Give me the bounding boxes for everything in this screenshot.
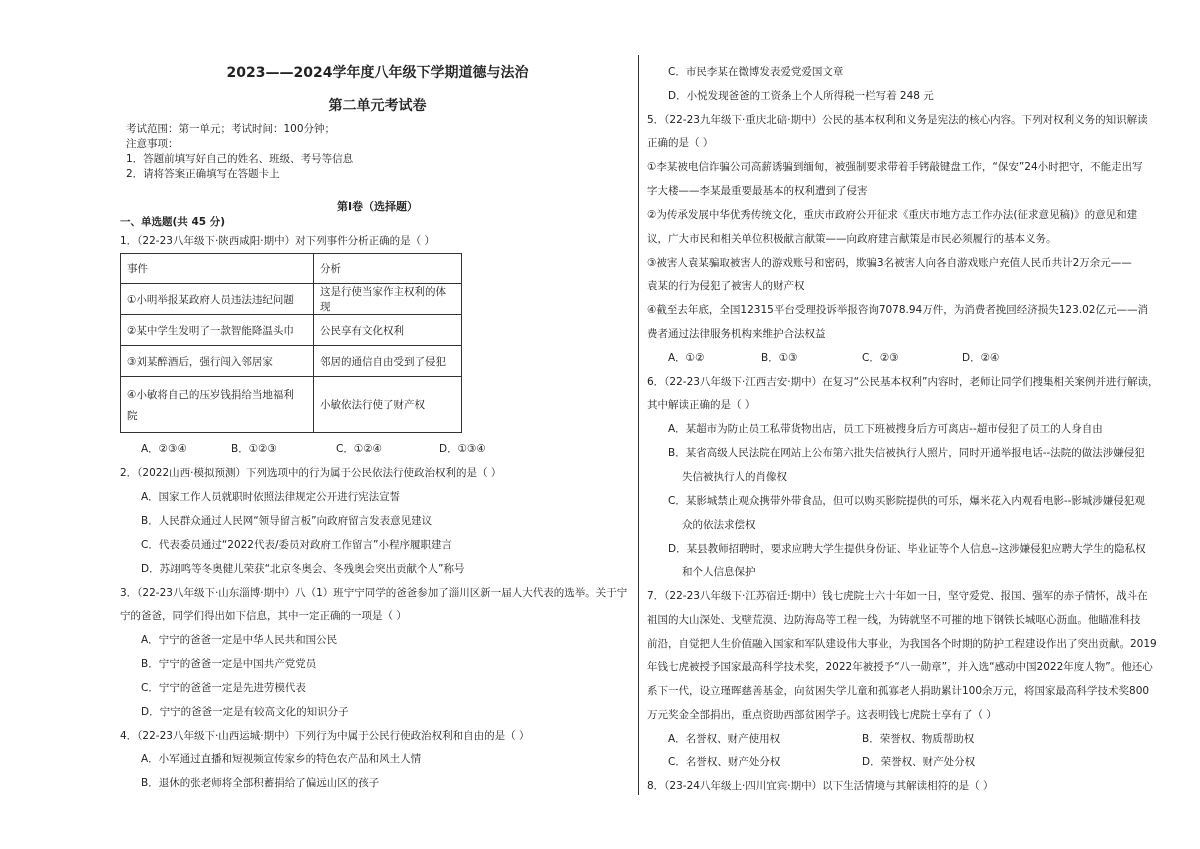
q6-option-line: D．某县教师招聘时，要求应聘大学生提供身份证、毕业证等个人信息--这涉嫌侵犯应聘大学生的隐私权 <box>668 543 1146 555</box>
table-cell: 这是行使当家作主权利的体现 <box>314 284 462 315</box>
table-header-analysis: 分析 <box>314 254 462 284</box>
q5-option-a: A．①② <box>668 352 705 364</box>
q7-option-a: A．名誉权、财产使用权 <box>668 733 781 745</box>
q4-option-a: A．小军通过直播和短视频宣传家乡的特色农产品和风土人情 <box>141 753 422 765</box>
table-cell: ①小明举报某政府人员违法违纪问题 <box>121 284 314 315</box>
table-row <box>121 346 462 377</box>
table-cell: 公民享有文化权利 <box>314 315 462 346</box>
q5-option-d: D．②④ <box>962 352 1000 364</box>
q7-line: 前沿，自觉把人生价值融入国家和军队建设伟大事业，为我国各个时期的防护工程建设作出了突出贡献。2019 <box>647 638 1157 650</box>
table-cell: ②某中学生发明了一款智能降温头巾 <box>121 315 314 346</box>
q3-option-c: C．宁宁的爸爸一定是先进劳模代表 <box>141 682 306 694</box>
table-row <box>121 284 462 315</box>
q7-line: 系下一代，设立瑾晖慈善基金，向贫困失学儿童和孤寡老人捐助累计100余万元，将国家最高科学技术奖800 <box>647 685 1150 697</box>
q5-item-line: ④截至去年底，全国12315平台受理投诉举报咨询7078.94万件，为消费者挽回经济损失123.02亿元——消 <box>647 304 1148 316</box>
table-row <box>121 254 462 284</box>
q5-stem-line2: 正确的是（ ） <box>647 137 714 149</box>
section-one-heading: 一、单选题(共 45 分) <box>120 216 226 228</box>
exam-title-line2: 第二单元考试卷 <box>328 98 427 114</box>
table-cell-line: ④小敏将自己的压岁钱捐给当地福利 <box>127 388 294 401</box>
q5-item-line: ②为传承发展中华优秀传统文化，重庆市政府公开征求《重庆市地方志工作办法(征求意见稿)》的意见和建 <box>647 209 1138 221</box>
q7-line: 万元奖金全部捐出，重点资助西部贫困学子。这表明钱七虎院士享有了（ ） <box>647 709 997 721</box>
q5-item-line: 袁某的行为侵犯了被害人的财产权 <box>647 280 805 292</box>
q5-item-line: 字大楼——李某最重要最基本的权利遭到了侵害 <box>647 185 868 197</box>
table-cell-line: 院 <box>127 409 138 422</box>
q2-option-a: A．国家工作人员就职时依照法律规定公开进行宪法宣誓 <box>141 491 401 503</box>
q5-option-b: B．①③ <box>761 352 798 364</box>
column-divider <box>638 55 639 795</box>
q6-option-line: 和个人信息保护 <box>682 566 756 578</box>
q3-option-a: A．宁宁的爸爸一定是中华人民共和国公民 <box>141 634 338 646</box>
exam-info: 考试范围：第一单元；考试时间：100分钟； <box>126 123 336 135</box>
q6-option-line: 众的依法求偿权 <box>682 519 756 531</box>
q4-option-c: C．市民李某在微博发表爱党爱国文章 <box>668 66 844 78</box>
q7-option-c: C．名誉权、财产处分权 <box>668 756 781 768</box>
q6-option-line: A．某超市为防止员工私带货物出店，员工下班被搜身后方可离店--超市侵犯了员工的人身自由 <box>668 423 1103 435</box>
q5-option-c: C．②③ <box>862 352 899 364</box>
table-cell <box>121 377 314 433</box>
table-cell: ③刘某醉酒后，强行闯入邻居家 <box>121 346 314 377</box>
q1-table <box>120 253 462 433</box>
q2-stem: 2．（2022山西·模拟预测）下列选项中的行为属于公民依法行使政治权利的是（ ） <box>120 467 502 479</box>
q5-item-line: ①李某被电信诈骗公司高薪诱骗到缅甸，被强制要求带着手铐敲键盘工作，“保安”24小时把守，不能走出写 <box>647 161 1143 173</box>
q7-option-b: B．荣誉权、物质帮助权 <box>862 733 975 745</box>
q3-option-d: D．宁宁的爸爸一定是有较高文化的知识分子 <box>141 706 349 718</box>
q6-stem-line1: 6．（22-23八年级下·江西吉安·期中）在复习“公民基本权利”内容时，老师让同学们搜集相关案例并进行解读， <box>647 376 1159 388</box>
table-row <box>121 377 462 433</box>
exam-title-line1: 2023——2024学年度八年级下学期道德与法治 <box>226 65 529 81</box>
q6-stem-line2: 其中解读正确的是（ ） <box>647 399 756 411</box>
table-row <box>121 315 462 346</box>
q2-option-b: B．人民群众通过人民网“领导留言板”向政府留言发表意见建议 <box>141 515 433 527</box>
q4-option-d: D．小悦发现爸爸的工资条上个人所得税一栏写着 248 元 <box>668 90 934 102</box>
q2-option-d: D．苏翊鸣等冬奥健儿荣获“北京冬奥会、冬残奥会突出贡献个人”称号 <box>141 563 465 575</box>
note-2: 2．请将答案正确填写在答题卡上 <box>126 168 280 180</box>
q5-item-line: 议，广大市民和相关单位积极献言献策——向政府建言献策是市民必须履行的基本义务。 <box>647 233 1057 245</box>
q3-option-b: B．宁宁的爸爸一定是中国共产党党员 <box>141 658 317 670</box>
q2-option-c: C．代表委员通过“2022代表/委员对政府工作留言”小程序履职建言 <box>141 539 452 551</box>
q6-option-line: 失信被执行人的肖像权 <box>682 471 787 483</box>
q1-option-d: D．①③④ <box>439 443 486 455</box>
q6-option-line: B．某省高级人民法院在网站上公布第六批失信被执行人照片，同时开通举报电话--法院的做法涉嫌侵犯 <box>668 447 1145 459</box>
q5-stem-line1: 5．（22-23九年级下·重庆北碚·期中）公民的基本权利和义务是宪法的核心内容。下列对权利义务的知识解读 <box>647 114 1148 126</box>
q5-item-line: ③被害人袁某骗取被害人的游戏账号和密码，欺骗3名被害人向各自游戏账户充值人民币共计2万余元—— <box>647 257 1132 269</box>
q4-stem: 4．（22-23八年级下·山西运城·期中）下列行为中属于公民行使政治权利和自由的是（ ） <box>120 730 530 742</box>
table-cell: 小敏依法行使了财产权 <box>314 377 462 433</box>
table-header-event: 事件 <box>121 254 314 284</box>
q1-option-b: B．①②③ <box>231 443 277 455</box>
notes-label: 注意事项： <box>126 138 179 150</box>
q1-stem: 1．（22-23八年级下·陕西咸阳·期中）对下列事件分析正确的是（ ） <box>120 235 435 247</box>
table-cell: 邻居的通信自由受到了侵犯 <box>314 346 462 377</box>
q7-line: 祖国的大山深处、戈壁荒漠、边防海岛等工程一线，为铸就坚不可摧的地下钢铁长城呕心沥血。他瞄准科技 <box>647 614 1141 626</box>
q5-item-line: 费者通过法律服务机构来维护合法权益 <box>647 328 826 340</box>
q1-option-c: C．①②④ <box>336 443 383 455</box>
q3-stem-line1: 3．（22-23八年级下·山东淄博·期中）八（1）班宁宁同学的爸爸参加了淄川区新一届人大代表的选举。关于宁 <box>120 587 628 599</box>
section-title: 第Ⅰ卷（选择题） <box>336 200 419 213</box>
q4-option-b: B．退休的张老师将全部积蓄捐给了偏远山区的孩子 <box>141 777 380 789</box>
note-1: 1．答题前填写好自己的姓名、班级、考号等信息 <box>126 153 354 165</box>
q1-option-a: A．②③④ <box>141 443 187 455</box>
q3-stem-line2: 宁的爸爸，同学们得出如下信息，其中一定正确的一项是（ ） <box>120 610 407 622</box>
q8-stem: 8．（23-24八年级上·四川宜宾·期中）以下生活情境与其解读相符的是（ ） <box>647 780 994 792</box>
q6-option-line: C．某影城禁止观众携带外带食品，但可以购买影院提供的可乐，爆米花入内观看电影--影城涉嫌侵犯观 <box>668 495 1145 507</box>
q7-line: 7．（22-23八年级下·江苏宿迁·期中）钱七虎院士六十年如一日，坚守爱党、报国、强军的赤子情怀，战斗在 <box>647 590 1148 602</box>
q7-line: 年钱七虎被授予国家最高科学技术奖，2022年被授予“八一勋章”，并入选“感动中国2022年度人物”。他还心 <box>647 661 1153 673</box>
q7-option-d: D．荣誉权、财产处分权 <box>862 756 976 768</box>
